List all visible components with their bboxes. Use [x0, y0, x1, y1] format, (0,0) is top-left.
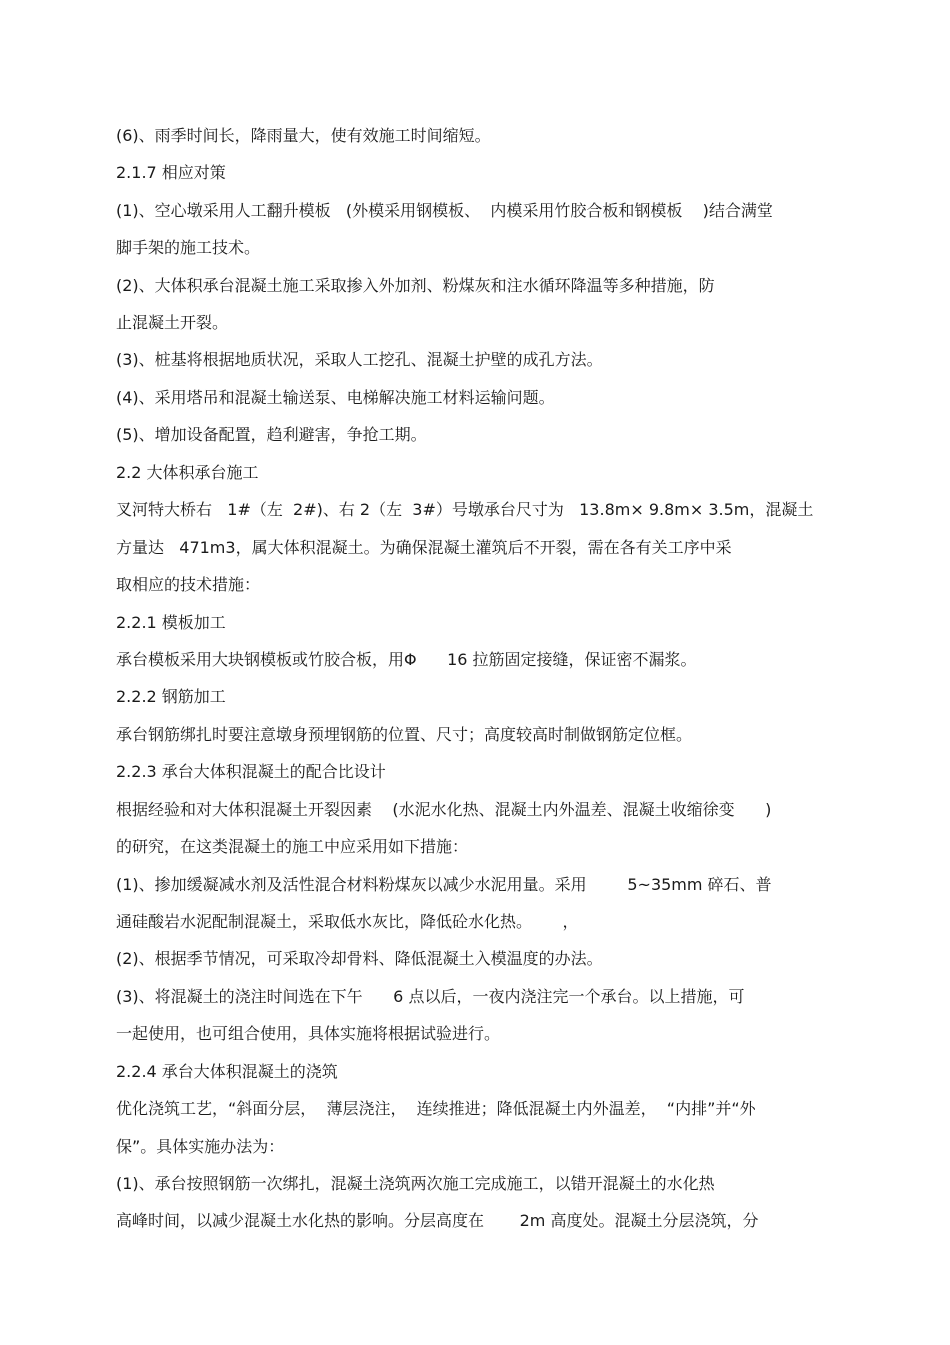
section-heading: 2.2.1 模板加工: [116, 613, 226, 632]
section-heading: 2.2.3 承台大体积混凝土的配合比设计: [116, 762, 386, 781]
paragraph-line: (3)、将混凝土的浇注时间选在下午 6 点以后，一夜内浇注完一个承台。以上措施，可: [116, 987, 745, 1006]
paragraph-line: 通硅酸岩水泥配制混凝土，采取低水灰比，降低砼水化热。 ，: [116, 912, 579, 931]
paragraph-line: 保”。具体实施办法为：: [116, 1137, 285, 1156]
paragraph-line: 优化浇筑工艺，“斜面分层， 薄层浇注， 连续推进；降低混凝土内外温差， “内排”并“外: [116, 1099, 756, 1118]
paragraph-line: 脚手架的施工技术。: [116, 238, 261, 257]
paragraph-line: 取相应的技术措施：: [116, 575, 261, 594]
section-heading: 2.2.2 钢筋加工: [116, 687, 226, 706]
paragraph-line: 的研究，在这类混凝土的施工中应采用如下措施：: [116, 837, 469, 856]
paragraph-line: 承台模板采用大块钢模板或竹胶合板，用Φ 16 拉筋固定接缝，保证密不漏浆。: [116, 650, 697, 669]
paragraph-line: 高峰时间，以减少混凝土水化热的影响。分层高度在 2m 高度处。混凝土分层浇筑，分: [116, 1211, 759, 1230]
paragraph-line: 止混凝土开裂。: [116, 313, 229, 332]
paragraph-line: 一起使用，也可组合使用，具体实施将根据试验进行。: [116, 1024, 501, 1043]
paragraph-line: (3)、桩基将根据地质状况，采取人工挖孔、混凝土护壁的成孔方法。: [116, 350, 603, 369]
paragraph-line: 方量达 471m3，属大体积混凝土。为确保混凝土灌筑后不开裂，需在各有关工序中采: [116, 538, 732, 557]
paragraph-line: 根据经验和对大体积混凝土开裂因素 (水泥水化热、混凝土内外温差、混凝土收缩徐变 ): [116, 800, 772, 819]
paragraph-line: (4)、采用塔吊和混凝土输送泵、电梯解决施工材料运输问题。: [116, 388, 555, 407]
paragraph-line: (1)、空心墩采用人工翻升模板 (外模采用钢模板、 内模采用竹胶合板和钢模板 )结合满堂: [116, 201, 773, 220]
section-heading: 2.2.4 承台大体积混凝土的浇筑: [116, 1062, 338, 1081]
section-heading: 2.2 大体积承台施工: [116, 463, 259, 482]
paragraph-line: 承台钢筋绑扎时要注意墩身预埋钢筋的位置、尺寸；高度较高时制做钢筋定位框。: [116, 725, 693, 744]
paragraph-line: (2)、大体积承台混凝土施工采取掺入外加剂、粉煤灰和注水循环降温等多种措施，防: [116, 276, 715, 295]
paragraph-line: (6)、雨季时间长，降雨量大，使有效施工时间缩短。: [116, 126, 491, 145]
paragraph-line: (2)、根据季节情况，可采取冷却骨料、降低混凝土入模温度的办法。: [116, 949, 603, 968]
section-heading: 2.1.7 相应对策: [116, 163, 226, 182]
paragraph-line: (5)、增加设备配置，趋利避害，争抢工期。: [116, 425, 427, 444]
paragraph-line: 叉河特大桥右 1#（左 2#)、右 2（左 3#）号墩承台尺寸为 13.8m× 9.8m× 3.5m，混凝土: [116, 500, 814, 519]
paragraph-line: (1)、承台按照钢筋一次绑扎，混凝土浇筑两次施工完成施工，以错开混凝土的水化热: [116, 1174, 715, 1193]
paragraph-line: (1)、掺加缓凝减水剂及活性混合材料粉煤灰以减少水泥用量。采用 5~35mm 碎石、普: [116, 875, 772, 894]
